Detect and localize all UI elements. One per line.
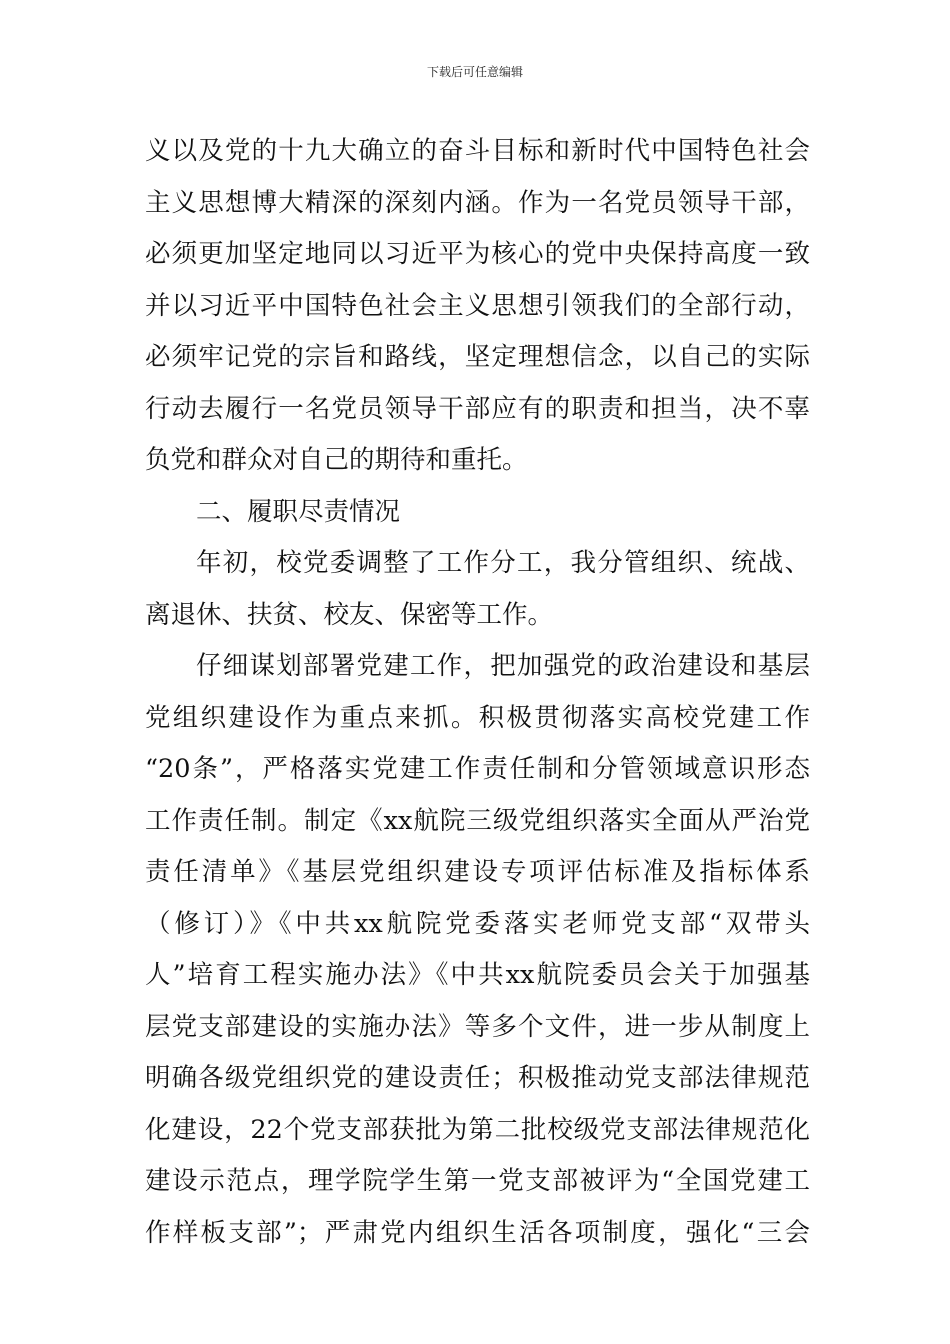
document-body <box>145 126 810 1259</box>
body-line-paragraph-start: 仔细谋划部署党建工作，把加强党的政治建设和基层 <box>196 651 810 681</box>
body-line: 并以习近平中国特色社会主义思想引领我们的全部行动， <box>145 290 810 321</box>
body-line: “20条”，严格落实党建工作责任制和分管领域意识形态 <box>145 754 810 784</box>
section-heading: 二、履职尽责情况 <box>196 496 401 527</box>
body-line: 主义思想博大精深的深刻内涵。作为一名党员领导干部， <box>145 187 810 218</box>
body-line: 义以及党的十九大确立的奋斗目标和新时代中国特色社会 <box>145 136 810 166</box>
body-line-paragraph-end: 负党和群众对自己的期待和重托。 <box>145 445 528 475</box>
body-line: 人”培育工程实施办法》《中共xx航院委员会关于加强基 <box>145 960 810 990</box>
body-line: 建设示范点，理学院学生第一党支部被评为“全国党建工 <box>145 1166 810 1196</box>
body-line: 作样板支部”；严肃党内组织生活各项制度，强化“三会 <box>145 1217 810 1248</box>
body-line: 党组织建设作为重点来抓。积极贯彻落实高校党建工作 <box>145 702 810 733</box>
body-line: 层党支部建设的实施办法》等多个文件，进一步从制度上 <box>145 1011 810 1042</box>
page-header-note: 下载后可任意编辑 <box>426 65 523 79</box>
body-line-paragraph-start: 年初，校党委调整了工作分工，我分管组织、统战、 <box>196 548 810 578</box>
body-line: 化建设，22个党支部获批为第二批校级党支部法律规范化 <box>145 1114 810 1145</box>
body-line: 工作责任制。制定《xx航院三级党组织落实全面从严治党 <box>145 805 810 836</box>
body-line: 责任清单》《基层党组织建设专项评估标准及指标体系 <box>145 857 810 887</box>
body-line: 必须更加坚定地同以习近平为核心的党中央保持高度一致 <box>145 239 810 269</box>
body-line: 必须牢记党的宗旨和路线，坚定理想信念，以自己的实际 <box>145 342 810 372</box>
body-line: 明确各级党组织党的建设责任；积极推动党支部法律规范 <box>145 1063 810 1093</box>
body-line-paragraph-end: 离退休、扶贫、校友、保密等工作。 <box>145 599 554 630</box>
body-line: （修订）》《中共xx航院党委落实老师党支部“双带头 <box>145 908 810 939</box>
body-line: 行动去履行一名党员领导干部应有的职责和担当，决不辜 <box>145 393 810 424</box>
